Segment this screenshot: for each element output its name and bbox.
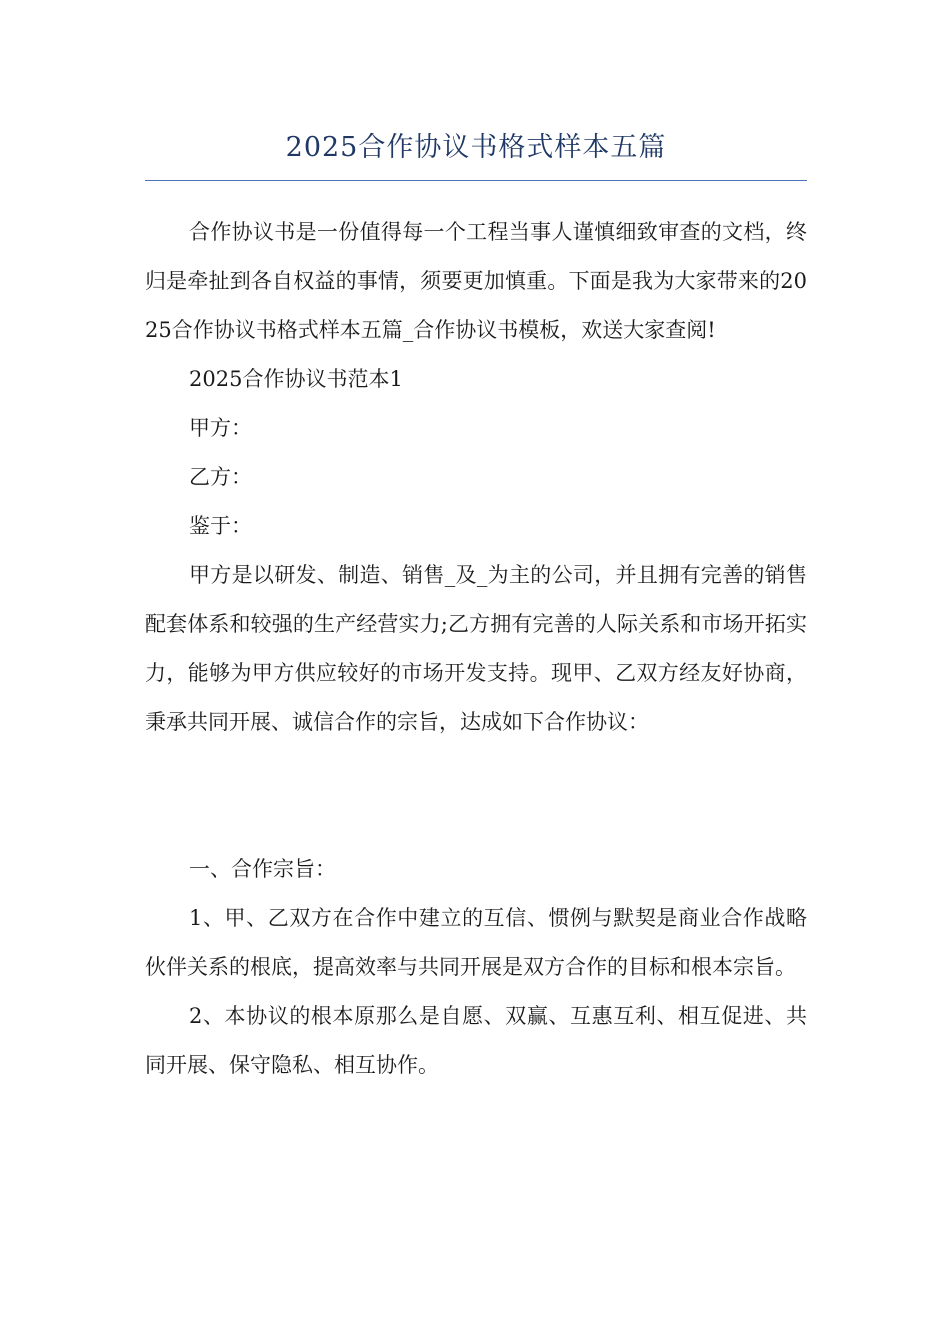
clause-1: 1、甲、乙双方在合作中建立的互信、惯例与默契是商业合作战略伙伴关系的根底，提高效率与共同开展是双方合作的目标和根本宗旨。 <box>145 906 807 979</box>
sample-heading: 2025合作协议书范本1 <box>189 367 403 391</box>
blank-space <box>145 747 807 845</box>
document-body <box>145 208 807 1090</box>
section-heading: 一、合作宗旨： <box>189 857 336 881</box>
clause-2: 2、本协议的根本原那么是自愿、双赢、互惠互利、相互促进、共同开展、保守隐私、相互协作。 <box>145 1004 807 1077</box>
whereas-line: 鉴于： <box>189 514 252 538</box>
document-title: 2025合作协议书格式样本五篇 <box>285 132 667 163</box>
title-underline <box>145 180 807 181</box>
background-paragraph: 甲方是以研发、制造、销售_及_为主的公司，并且拥有完善的销售配套体系和较强的生产经营实力;乙方拥有完善的人际关系和市场开拓实力，能够为甲方供应较好的市场开发支持。现甲、乙双方经友好协商，秉承共同开展、诚信合作的宗旨，达成如下合作协议： <box>145 563 807 734</box>
intro-paragraph: 合作协议书是一份值得每一个工程当事人谨慎细致审查的文档，终归是牵扯到各自权益的事情，须要更加慎重。下面是我为大家带来的2025合作协议书格式样本五篇_合作协议书模板，欢送大家查阅! <box>145 220 807 342</box>
party-b-line: 乙方： <box>189 465 252 489</box>
party-a-line: 甲方： <box>189 416 252 440</box>
